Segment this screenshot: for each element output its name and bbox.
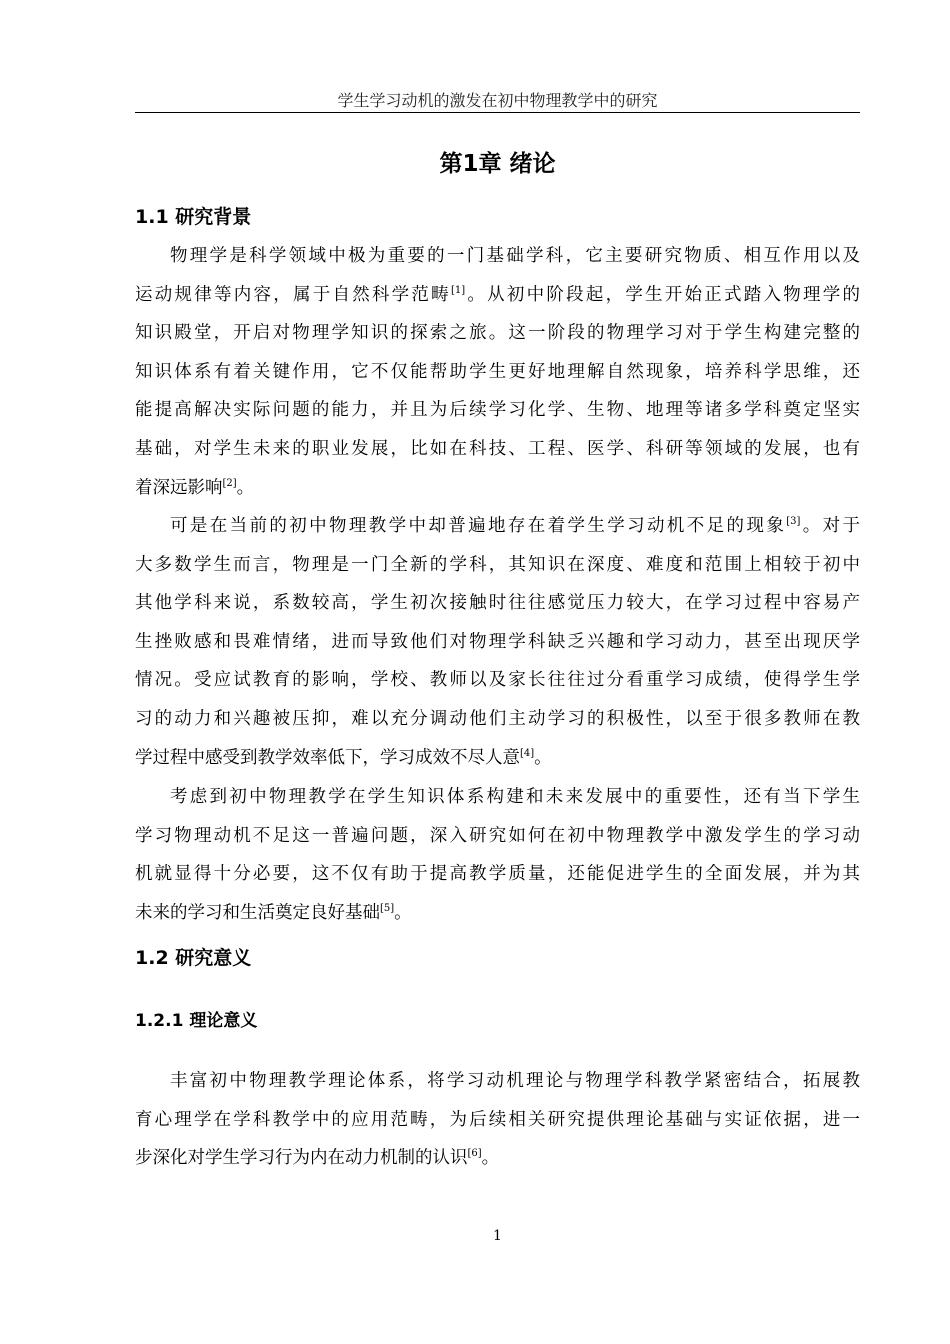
text-line: 考虑到初中物理教学在学生知识体系构建和未来发展中的重要性，还有当下学生 — [170, 787, 860, 807]
citation-ref: [3] — [786, 516, 801, 527]
text-span: 。对于 — [800, 516, 861, 536]
text-span: 未来的学习和生活奠定良好基础 — [135, 902, 380, 923]
text-span: 。 — [394, 902, 412, 923]
citation-ref: [6] — [467, 1148, 482, 1160]
text-span: 。 — [534, 747, 552, 768]
header-rule — [135, 112, 860, 113]
text-line — [135, 276, 860, 315]
citation-ref: [5] — [380, 902, 395, 914]
chapter-title: 第1章 绪论 — [439, 151, 556, 177]
citation-ref: [2] — [222, 477, 237, 489]
section-heading-1-1: 1.1 研究背景 — [135, 206, 252, 228]
text-line: 物理学是科学领域中极为重要的一门基础学科，它主要研究物质、相互作用以及 — [170, 246, 860, 266]
citation-ref: [1] — [450, 284, 466, 296]
text-span: 。 — [481, 1148, 500, 1169]
paragraph-background-2 — [135, 507, 860, 777]
text-span: 着深远影响 — [135, 477, 223, 498]
text-line: 知识殿堂，开启对物理学知识的探索之旅。这一阶段的物理学习对于学生构建完整的 — [135, 323, 860, 344]
text-line — [135, 894, 860, 933]
text-line: 其他学科来说，系数较高，学生初次接触时往往感觉压力较大，在学习过程中容易产 — [135, 593, 860, 614]
paragraph-background-1 — [135, 237, 860, 507]
text-span: 运动规律等内容，属于自然科学范畴 — [135, 284, 451, 305]
running-header: 学生学习动机的激发在初中物理教学中的研究 — [337, 91, 658, 110]
text-span: 。从初中阶段起，学生开始正式踏入物理学的 — [465, 284, 861, 305]
text-line — [135, 469, 860, 508]
text-line: 丰富初中物理教学理论体系，将学习动机理论与物理学科教学紧密结合，拓展教 — [170, 1071, 860, 1091]
subsection-heading-1-2-1: 1.2.1 理论意义 — [135, 1011, 258, 1031]
text-line: 生挫败感和畏难情绪，进而导致他们对物理学科缺乏兴趣和学习动力，甚至出现厌学 — [135, 631, 860, 652]
paragraph-theory-significance — [135, 1062, 860, 1178]
text-line: 习的动力和兴趣被压抑，难以充分调动他们主动学习的积极性，以至于很多教师在教 — [135, 708, 860, 729]
text-line — [135, 507, 860, 546]
text-line: 基础，对学生未来的职业发展，比如在科技、工程、医学、科研等领域的发展，也有 — [135, 438, 860, 459]
text-line: 情况。受应试教育的影响，学校、教师以及家长往往过分看重学习成绩，使得学生学 — [135, 670, 860, 691]
text-line: 学习物理动机不足这一普遍问题，深入研究如何在初中物理教学中激发学生的学习动 — [135, 825, 860, 846]
text-line: 育心理学在学科教学中的应用范畴，为后续相关研究提供理论基础与实证依据，进一 — [135, 1109, 860, 1130]
text-line — [135, 739, 860, 778]
text-span: 可是在当前的初中物理教学中却普遍地存在着学生学习动机不足的现象 — [170, 516, 787, 536]
citation-ref: [4] — [520, 747, 535, 759]
paragraph-background-3 — [135, 778, 860, 932]
text-span: 。 — [236, 477, 255, 498]
text-span: 步深化对学生学习行为内在动力机制的认识 — [135, 1148, 468, 1169]
text-line: 能提高解决实际问题的能力，并且为后续学习化学、生物、地理等诸多学科奠定坚实 — [135, 400, 860, 421]
text-line: 机就显得十分必要，这不仅有助于提高教学质量，还能促进学生的全面发展，并为其 — [135, 864, 860, 885]
text-span: 学过程中感受到教学效率低下，学习成效不尽人意 — [135, 747, 520, 768]
page-number: 1 — [493, 1228, 502, 1244]
text-line — [135, 1139, 860, 1178]
text-line: 大多数学生而言，物理是一门全新的学科，其知识在深度、难度和范围上相较于初中 — [135, 554, 860, 575]
text-line: 知识体系有着关键作用，它不仅能帮助学生更好地理解自然现象，培养科学思维，还 — [135, 361, 860, 382]
section-heading-1-2: 1.2 研究意义 — [135, 947, 252, 969]
